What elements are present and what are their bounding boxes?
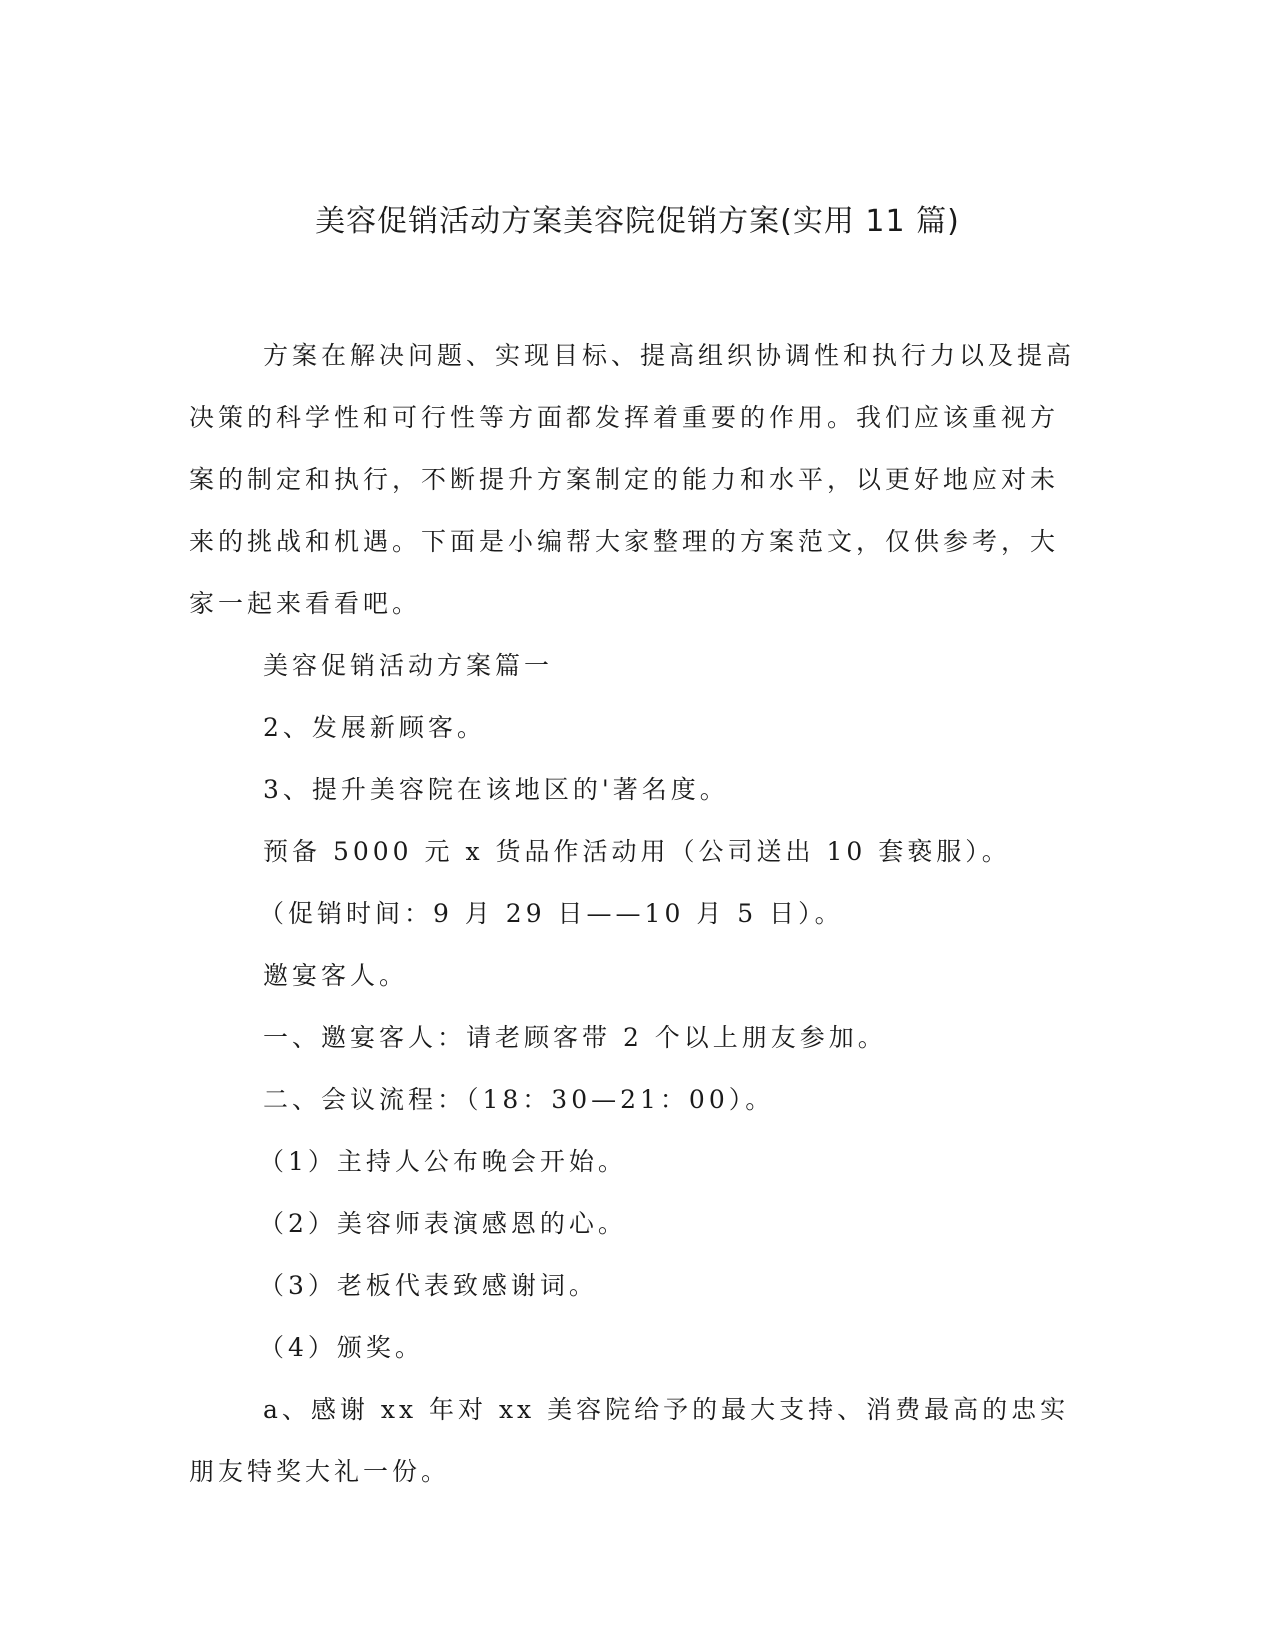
- list-item: 3、提升美容院在该地区的'著名度。: [263, 775, 729, 804]
- list-item: （2）美容师表演感恩的心。: [259, 1209, 627, 1238]
- list-item: （4）颁奖。: [259, 1333, 424, 1362]
- list-item: a、感谢 xx 年对 xx 美容院给予的最大支持、消费最高的忠实朋友特奖大礼一份。: [189, 1395, 1070, 1486]
- list-item: 一、邀宴客人：请老顾客带 2 个以上朋友参加。: [263, 1023, 887, 1052]
- list-item: 预备 5000 元 x 货品作活动用（公司送出 10 套亵服）。: [263, 837, 1011, 866]
- section-heading: 美容促销活动方案篇一: [263, 651, 554, 680]
- list-item: （3）老板代表致感谢词。: [259, 1271, 598, 1300]
- list-item: 2、发展新顾客。: [263, 713, 486, 742]
- document-body: [189, 325, 1079, 1503]
- list-item: （1）主持人公布晚会开始。: [259, 1147, 627, 1176]
- list-item: 二、会议流程：（18：30—21：00）。: [263, 1085, 775, 1114]
- document-title: 美容促销活动方案美容院促销方案(实用 11 篇): [315, 204, 960, 239]
- list-item: （促销时间：9 月 29 日——10 月 5 日）。: [259, 899, 844, 928]
- list-item: 邀宴客人。: [263, 961, 409, 990]
- intro-paragraph: 方案在解决问题、实现目标、提高组织协调性和执行力以及提高决策的科学性和可行性等方面都发挥着重要的作用。我们应该重视方案的制定和执行，不断提升方案制定的能力和水平，以更好地应对未来的挑战和机遇。下面是小编帮大家整理的方案范文，仅供参考，大家一起来看看吧。: [189, 341, 1076, 618]
